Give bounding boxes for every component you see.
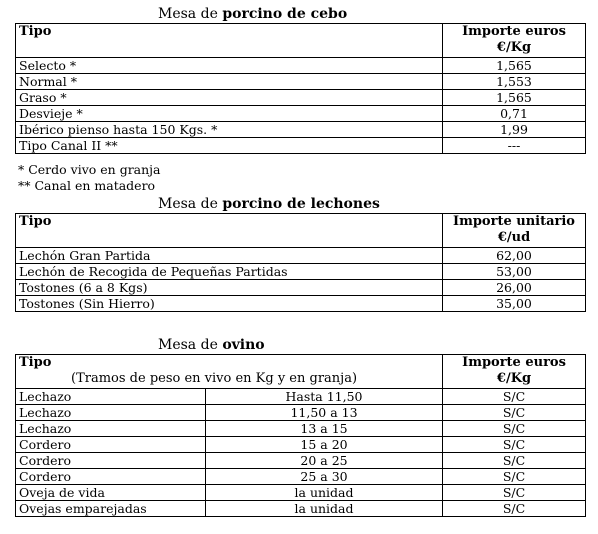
cebo-importe-cell: --- (443, 138, 586, 154)
cebo-tipo-cell: Normal * (16, 74, 443, 90)
ovino-peso-cell: 13 a 15 (206, 421, 443, 437)
cebo-tipo-cell: Selecto * (16, 58, 443, 74)
ovino-peso-cell: Hasta 11,50 (206, 389, 443, 405)
ovino-tipo-cell: Cordero (16, 453, 206, 469)
lechones-tipo-cell: Lechón Gran Partida (16, 248, 443, 264)
ovino-title (158, 337, 265, 353)
ovino-tipo-cell: Lechazo (16, 389, 206, 405)
cebo-importe-cell: 1,99 (443, 122, 586, 138)
table-row (16, 138, 586, 154)
cebo-header-importe (443, 24, 586, 58)
lechones-header-importe (443, 214, 586, 248)
table-row (16, 453, 586, 469)
lechones-title-bold: porcino de lechones (222, 196, 380, 212)
table-row (16, 264, 586, 280)
ovino-tipo-cell: Lechazo (16, 421, 206, 437)
cebo-tipo-cell: Ibérico pienso hasta 150 Kgs. * (16, 122, 443, 138)
ovino-header-importe-line2: €/Kg (496, 371, 532, 386)
table-row (16, 421, 586, 437)
ovino-header-tipo (16, 355, 443, 389)
ovino-importe-cell: S/C (443, 389, 586, 405)
cebo-importe-cell: 1,565 (443, 58, 586, 74)
ovino-header-tipo-label: Tipo (19, 355, 52, 370)
cebo-header-row (16, 24, 586, 58)
table-row (16, 485, 586, 501)
ovino-importe-cell: S/C (443, 421, 586, 437)
cebo-table (15, 23, 586, 154)
lechones-header-importe-line2: €/ud (497, 230, 531, 245)
cebo-header-importe-line1: Importe euros (462, 24, 566, 39)
ovino-tipo-cell: Cordero (16, 469, 206, 485)
ovino-peso-cell: la unidad (206, 485, 443, 501)
lechones-header-tipo: Tipo (16, 214, 443, 248)
table-row (16, 405, 586, 421)
cebo-tipo-cell: Desvieje * (16, 106, 443, 122)
ovino-header-subtitle: (Tramos de peso en vivo en Kg y en granja) (71, 371, 358, 386)
lechones-importe-cell: 35,00 (443, 296, 586, 312)
ovino-peso-cell: la unidad (206, 501, 443, 517)
ovino-tipo-cell: Cordero (16, 437, 206, 453)
lechones-header-row (16, 214, 586, 248)
table-row (16, 437, 586, 453)
ovino-importe-cell: S/C (443, 485, 586, 501)
table-row (16, 58, 586, 74)
lechones-title-prefix: Mesa de (158, 196, 223, 212)
cebo-importe-cell: 1,565 (443, 90, 586, 106)
ovino-tipo-cell: Oveja de vida (16, 485, 206, 501)
ovino-peso-cell: 11,50 a 13 (206, 405, 443, 421)
ovino-importe-cell: S/C (443, 501, 586, 517)
cebo-tipo-cell: Tipo Canal II ** (16, 138, 443, 154)
cebo-note-2: ** Canal en matadero (18, 178, 156, 193)
ovino-importe-cell: S/C (443, 469, 586, 485)
ovino-tipo-cell: Lechazo (16, 405, 206, 421)
cebo-header-tipo: Tipo (16, 24, 443, 58)
ovino-title-bold: ovino (222, 337, 265, 353)
ovino-importe-cell: S/C (443, 437, 586, 453)
lechones-importe-cell: 26,00 (443, 280, 586, 296)
ovino-peso-cell: 25 a 30 (206, 469, 443, 485)
table-row (16, 469, 586, 485)
cebo-title (158, 6, 347, 22)
ovino-table (15, 354, 586, 517)
ovino-importe-cell: S/C (443, 453, 586, 469)
cebo-note-1: * Cerdo vivo en granja (18, 162, 161, 177)
ovino-header-importe (443, 355, 586, 389)
table-row (16, 389, 586, 405)
table-row (16, 296, 586, 312)
table-row (16, 248, 586, 264)
lechones-tipo-cell: Lechón de Recogida de Pequeñas Partidas (16, 264, 443, 280)
table-row (16, 280, 586, 296)
table-row (16, 90, 586, 106)
lechones-importe-cell: 53,00 (443, 264, 586, 280)
table-row (16, 122, 586, 138)
lechones-tipo-cell: Tostones (6 a 8 Kgs) (16, 280, 443, 296)
ovino-header-importe-line1: Importe euros (462, 355, 566, 370)
cebo-header-importe-line2: €/Kg (496, 40, 532, 55)
ovino-importe-cell: S/C (443, 405, 586, 421)
cebo-importe-cell: 1,553 (443, 74, 586, 90)
table-row (16, 74, 586, 90)
lechones-header-importe-line1: Importe unitario (453, 214, 575, 229)
lechones-tipo-cell: Tostones (Sin Hierro) (16, 296, 443, 312)
ovino-tipo-cell: Ovejas emparejadas (16, 501, 206, 517)
cebo-title-bold: porcino de cebo (222, 6, 348, 22)
lechones-title (158, 196, 380, 212)
ovino-peso-cell: 15 a 20 (206, 437, 443, 453)
table-row (16, 106, 586, 122)
lechones-importe-cell: 62,00 (443, 248, 586, 264)
ovino-peso-cell: 20 a 25 (206, 453, 443, 469)
ovino-header-row (16, 355, 586, 389)
ovino-title-prefix: Mesa de (158, 337, 223, 353)
cebo-title-prefix: Mesa de (158, 6, 223, 22)
cebo-importe-cell: 0,71 (443, 106, 586, 122)
table-row (16, 501, 586, 517)
lechones-table (15, 213, 586, 312)
cebo-tipo-cell: Graso * (16, 90, 443, 106)
